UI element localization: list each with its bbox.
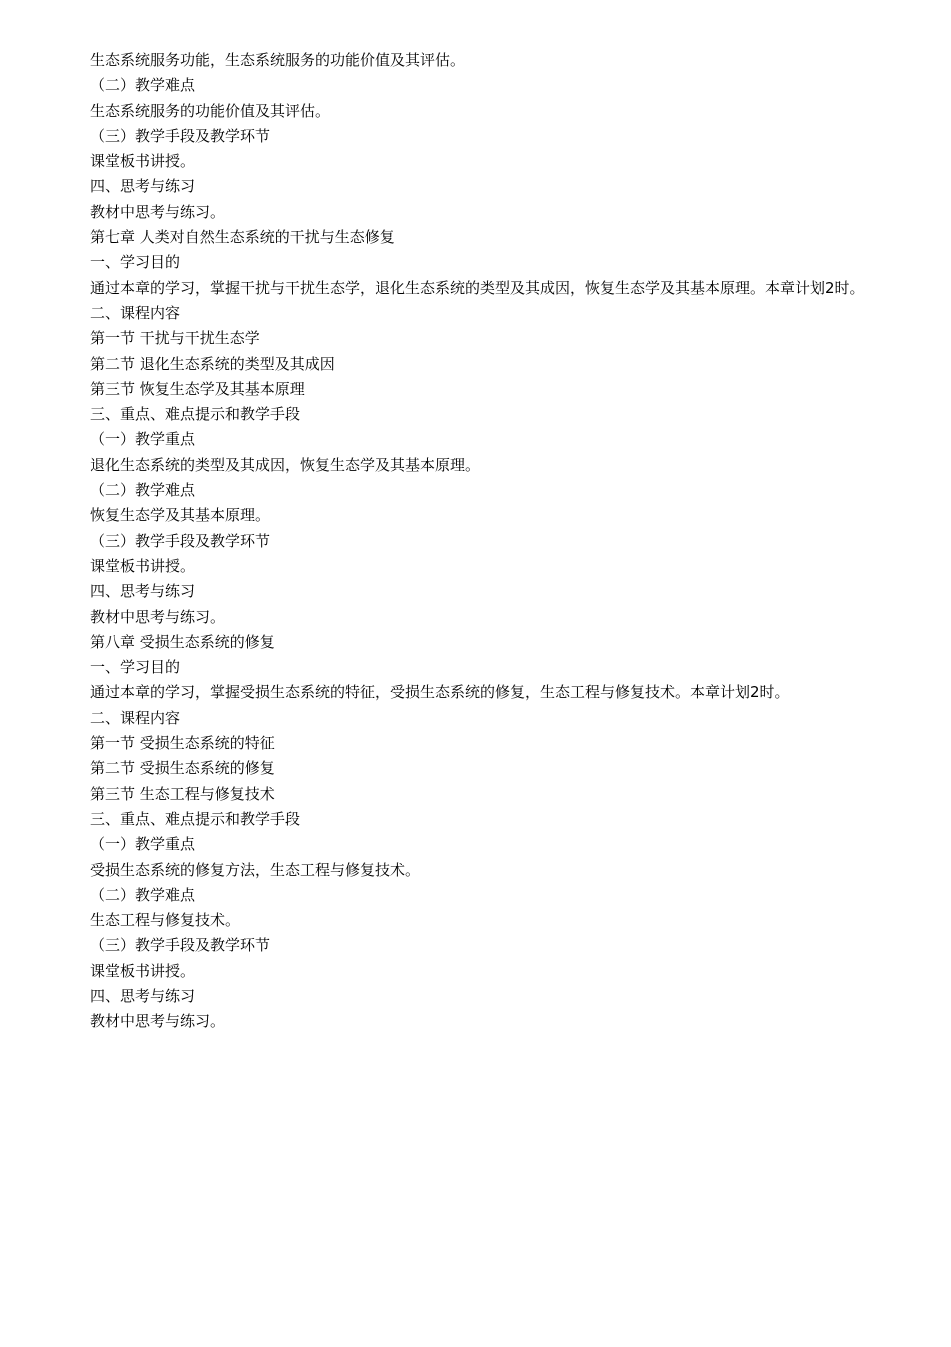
document-body	[56, 48, 901, 1035]
section-heading: 四、思考与练习	[90, 582, 196, 601]
subsection-heading: （一）教学重点	[90, 835, 196, 854]
subsection-heading: （三）教学手段及教学环节	[90, 126, 271, 145]
list-item: 第二节 退化生态系统的类型及其成因	[90, 354, 335, 373]
section-heading: 四、思考与练习	[90, 986, 196, 1005]
paragraph: 受损生态系统的修复方法，生态工程与修复技术。	[90, 860, 421, 879]
paragraph: 教材中思考与练习。	[90, 202, 226, 221]
list-item: 第三节 生态工程与修复技术	[90, 784, 275, 803]
paragraph: 生态工程与修复技术。	[90, 911, 241, 930]
list-item: 第一节 受损生态系统的特征	[90, 734, 275, 753]
paragraph: 通过本章的学习，掌握受损生态系统的特征，受损生态系统的修复，生态工程与修复技术。本章计划2时。	[90, 683, 790, 702]
paragraph: 课堂板书讲授。	[90, 556, 196, 575]
subsection-heading: （三）教学手段及教学环节	[90, 936, 271, 955]
section-heading: 三、重点、难点提示和教学手段	[90, 405, 301, 424]
paragraph: 恢复生态学及其基本原理。	[90, 506, 271, 525]
subsection-heading: （三）教学手段及教学环节	[90, 531, 271, 550]
list-item: 第二节 受损生态系统的修复	[90, 759, 275, 778]
section-heading: 一、学习目的	[90, 253, 181, 272]
paragraph: 课堂板书讲授。	[90, 961, 196, 980]
section-heading: 二、课程内容	[90, 708, 181, 727]
chapter-heading: 第七章 人类对自然生态系统的干扰与生态修复	[90, 228, 395, 247]
paragraph: 教材中思考与练习。	[90, 1012, 226, 1031]
paragraph: 生态系统服务的功能价值及其评估。	[90, 101, 331, 120]
paragraph: 课堂板书讲授。	[90, 152, 196, 171]
section-heading: 三、重点、难点提示和教学手段	[90, 809, 301, 828]
paragraph: 生态系统服务功能，生态系统服务的功能价值及其评估。	[90, 51, 466, 69]
subsection-heading: （二）教学难点	[90, 481, 196, 500]
list-item: 第三节 恢复生态学及其基本原理	[90, 379, 305, 398]
list-item: 第一节 干扰与干扰生态学	[90, 329, 260, 348]
subsection-heading: （一）教学重点	[90, 430, 196, 449]
section-heading: 四、思考与练习	[90, 177, 196, 196]
paragraph: 教材中思考与练习。	[90, 607, 226, 626]
subsection-heading: （二）教学难点	[90, 885, 196, 904]
paragraph: 通过本章的学习，掌握干扰与干扰生态学，退化生态系统的类型及其成因，恢复生态学及其基本原理。本章计划2时。	[90, 278, 865, 297]
subsection-heading: （二）教学难点	[90, 76, 196, 95]
section-heading: 二、课程内容	[90, 303, 181, 322]
paragraph: 退化生态系统的类型及其成因，恢复生态学及其基本原理。	[90, 455, 481, 474]
chapter-heading: 第八章 受损生态系统的修复	[90, 632, 275, 651]
section-heading: 一、学习目的	[90, 658, 181, 677]
